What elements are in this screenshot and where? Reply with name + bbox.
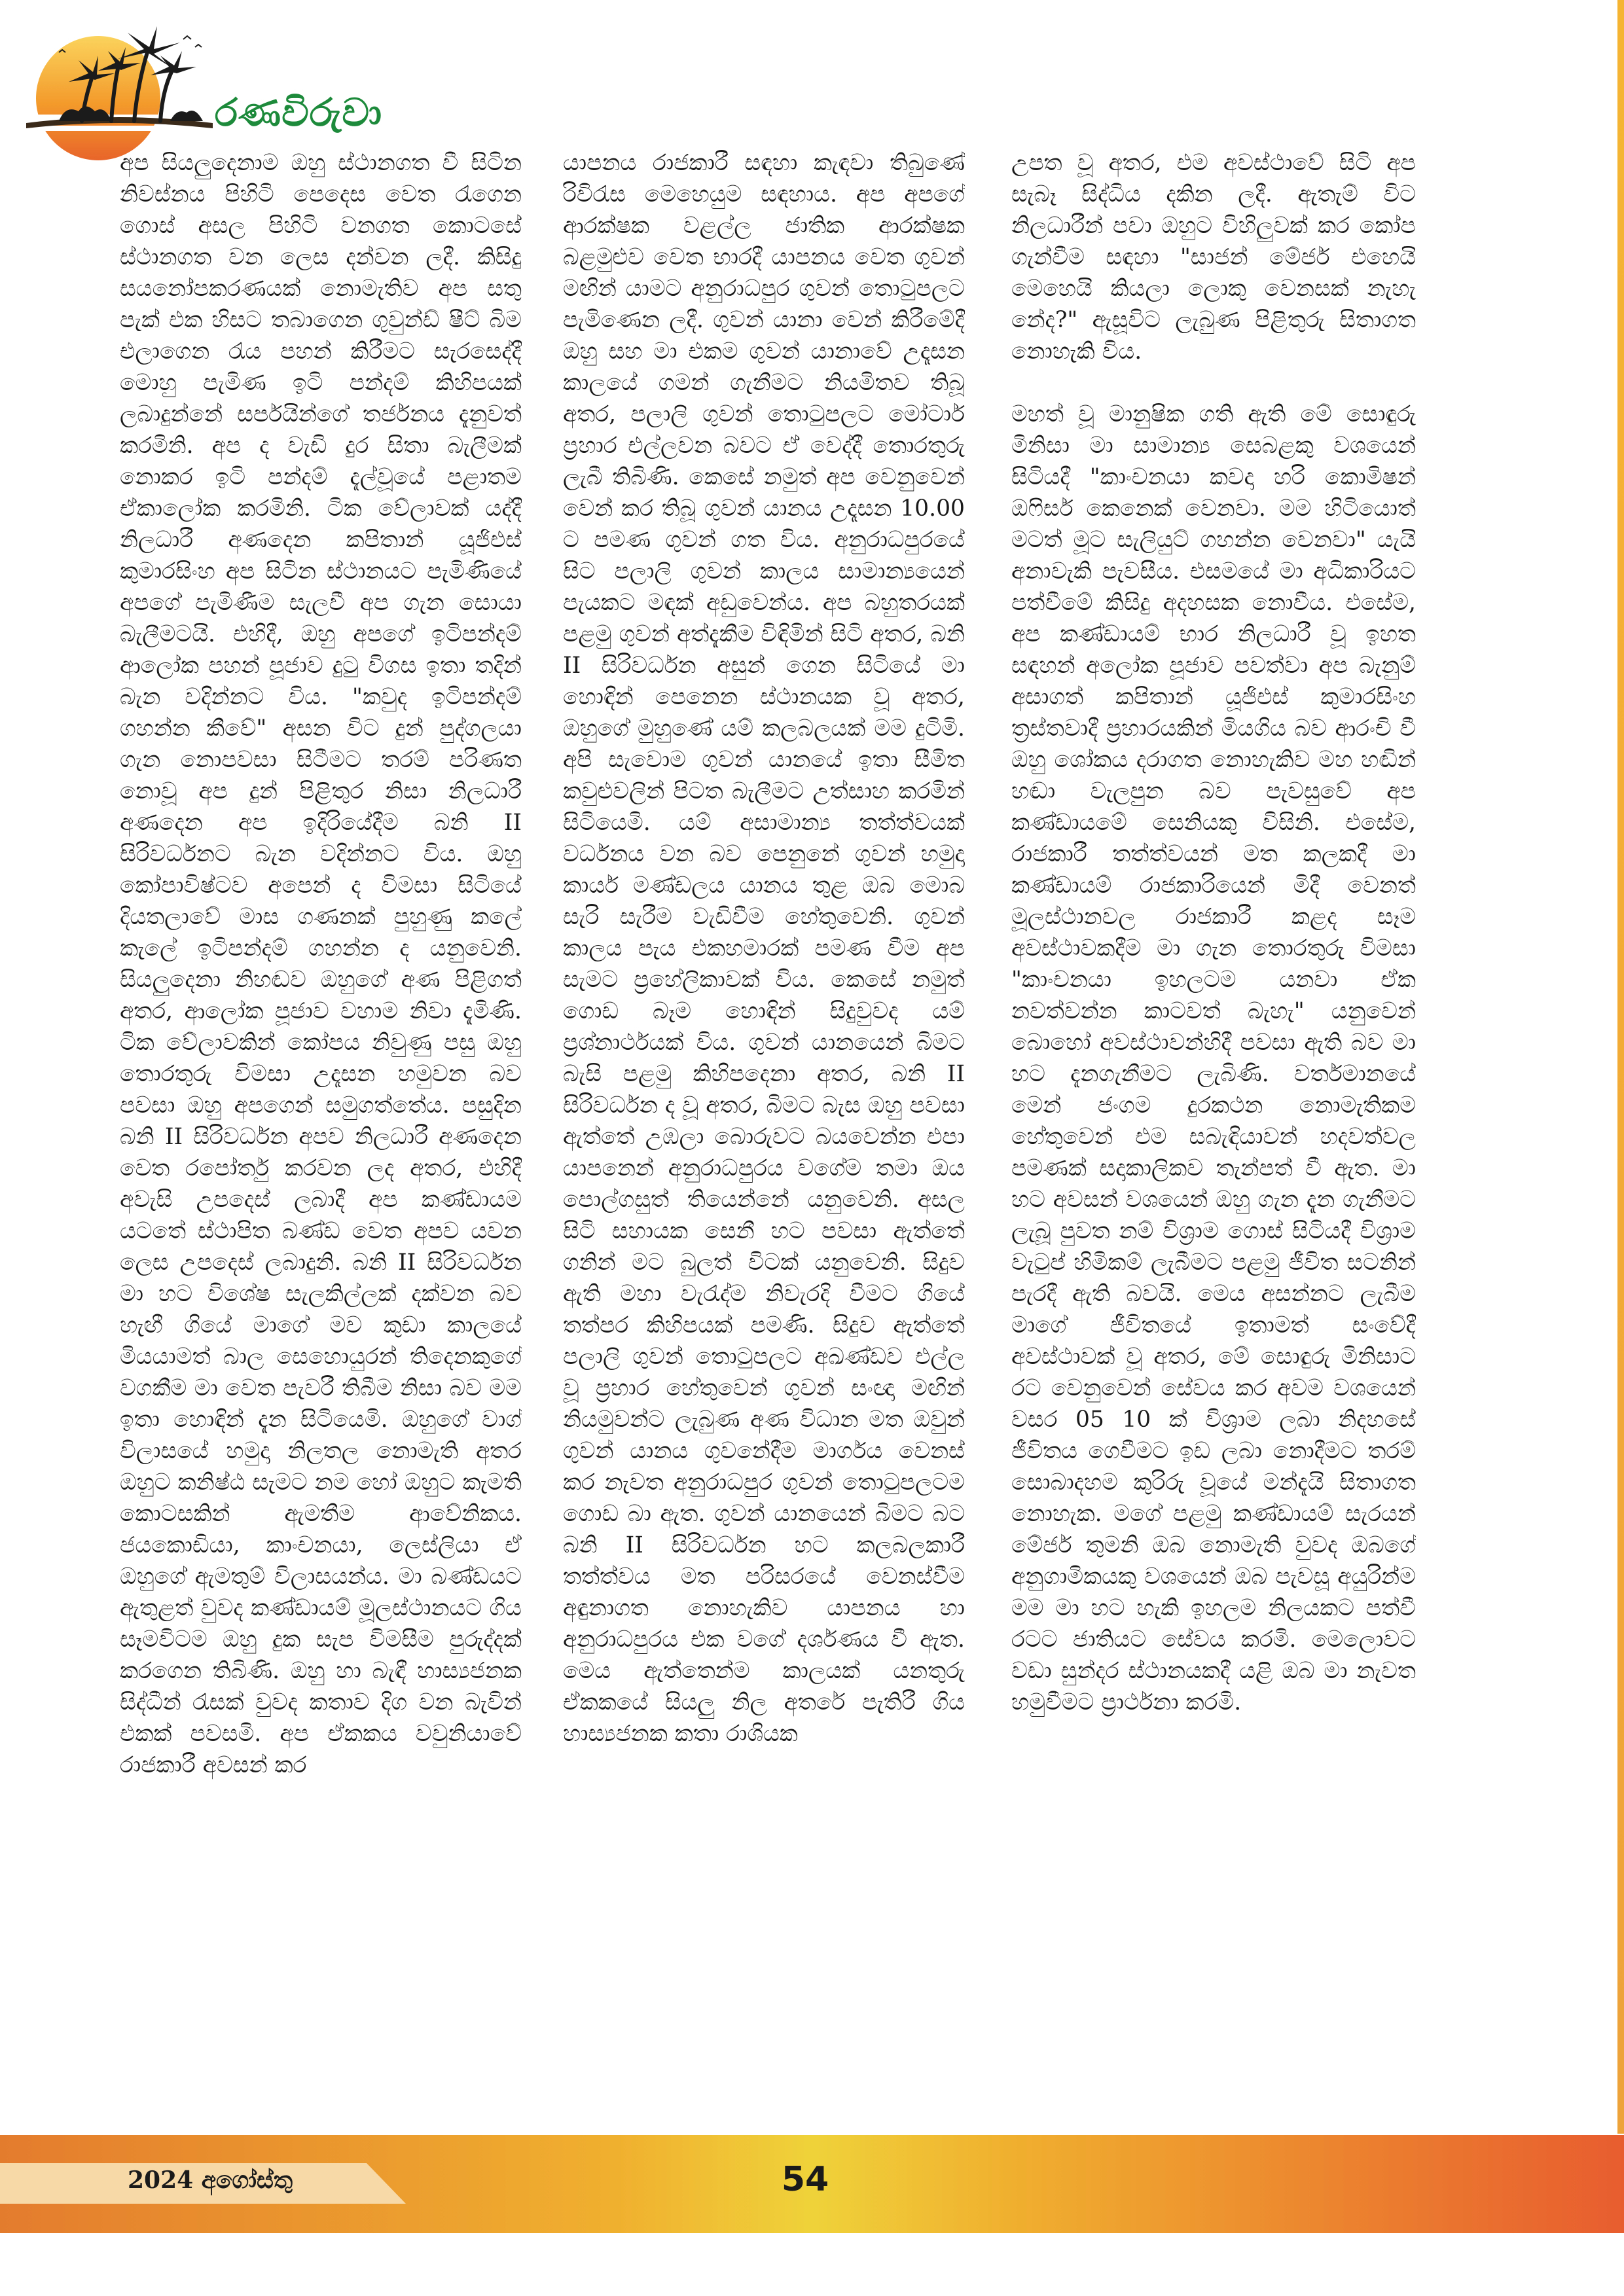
magazine-logo bbox=[20, 13, 383, 164]
article-paragraph: යාපනය රාජකාරී සඳහා කැඳවා තිබුණේ රිවිරැස මෙහෙයුම සඳහාය. අප අපගේ ආරක්ෂක වළල්ල ජාතික ආරක්ෂක බළමුළුව වෙත භාරදී යාපනය වෙත ගුවන් මඟින් යාමට අනුරාධපුර ගුවන් තොටුපලට පැමිණෙන ලදී. ගුවන් යානා වෙන් කිරීමේදී ඔහු සහ මා එකම ගුවන් යානාවේ උදෑසන කාලයේ ගමන් ගැනීමට නියමිතව තිබූ අතර, පලාලි ගුවන් තොටුපලට මෝටාර් ප්‍රහාර එල්ලවන බවට ඒ වෙද්දී තොරතුරු ලැබී තිබිණි. කෙසේ නමුත් අප වෙනුවෙන් වෙන් කර තිබූ ගුවන් යානය උදෑසන 10.00 ට පමණ ගුවන් ගත විය. අනුරාධපුරයේ සිට පලාලි ගුවන් කාලය සාමාන්‍යයෙන් පැයකට මඳක් අඩුවෙන්ය. අප බහුතරයක් පළමු ගුවන් අත්දැකීම විඳිමින් සිටි අතර, බනි II සිරිවර්ධන අසුන් ගෙන සිටියේ මා හොඳින් පෙනෙන ස්ථානයක වූ අතර, ඔහුගේ මුහුණේ යම් කලබලයක් මම දුටිමි. අපි සැවොම ගුවන් යානයේ ඉතා සීමිත කවුළුවලින් පිටත බැලීමට උත්සාහ කරමින් සිටියෙමි. යම් අසාමාන්‍ය තත්ත්වයක් වර්ධනය වන බව පෙනුනේ ගුවන් හමුදා කාර්ය මණ්ඩලය යානය තුළ ඔබ මොබ සැරි සැරීම වැඩිවීම හේතුවෙනි. ගුවන් කාලය පැය එකහමාරක් පමණ වීම අප සැමට ප්‍රහේලිකාවක් විය. කෙසේ නමුත් ගොඩ බෑම හොඳින් සිදුවුවද යම් ප්‍රශ්නාර්ථයක් විය. ගුවන් යානයෙන් බිමට බැසි පළමු කිහිපදෙනා අතර, බනි II සිරිවර්ධන ද වූ අතර, බිමට බැස ඔහු පවසා ඇත්තේ උඹලා බොරුවට බයවෙන්න එපා යාපනෙන් අනුරාධපුරය වගේම තමා ඔය පොල්ගසුත් තියෙන්නේ යනුවෙනි. අසල සිටි සහායක සෙනී හට පවසා ඇත්තේ ගනින් මට බුලත් විටක් යනුවෙනි. සිදුව ඇති මහා වැරැද්ම නිවැරදි වීමට ගියේ තත්පර කිහිපයක් පමණි. සිදුව ඇත්තේ පලාලි ගුවන් තොටුපලට අඛණ්ඩව එල්ල වූ ප්‍රහාර හේතුවෙන් ගුවන් සංඥා මඟින් නියමුවන්ට ලැබුණ අණ විධාන මත ඔවුන් ගුවන් යානය ගුවනේදීම මාර්ගය වෙනස් කර නැවත අනුරාධපුර ගුවන් තොටුපලටම ගොඩ බා ඇත. ගුවන් යානයෙන් බිමට බට බනි II සිරිවර්ධන හට කලබලකාරී තත්ත්වය මත පරිසරයේ වෙනස්වීම අඳුනාගත නොහැකිව යාපනය හා අනුරාධපුරය එක වගේ දර්ශණය වී ඇත. මෙය ඇත්තෙන්ම කාලයක් යනතුරු ඒකකයේ සියලු නිල අතරේ පැතිරී ගිය හාස්‍යජනක කතා රාශියක bbox=[563, 150, 965, 1747]
article-paragraph: මහත් වූ මානුෂික ගති ඇති මේ සොඳුරු මිනිසා මා සාමාන්‍ය සෙබළකු වශයෙන් සිටියදී "කාංචනයා කවදා හරි කොමිෂන් ඔෆිසර් කෙනෙක් වෙනවා. මම හිටියොත් මටත් මූට සැලියුට් ගහන්න වෙනවා" යැයි අනාවැකි පැවසීය. එසමයේ මා අධිකාරියට පත්වීමේ කිසිදු අදහසක නොවීය. එසේම, අප කණ්ඩායම් භාර නිලධාරී වූ ඉහත සඳහන් අලෝක පූජාව පවත්වා අප බැනුම් අසාගත් කපිතාන් යූජිඑස් කුමාරසිංහ ත්‍රස්තවාදී ප්‍රහාරයකින් මියගිය බව ආරංචි වී ඔහු ශෝකය දරාගත නොහැකිව මහ හඬින් හඬා වැලපුන බව පැවසුවේ අප කණ්ඩායමේ සෙනියකු විසිනි. එසේම, රාජකාරී තත්ත්වයන් මත කලකදී මා කණ්ඩායම් රාජකාරියෙන් මිදී වෙනත් මූලස්ථානවල රාජකාරී කළද සෑම අවස්ථාවකදීම මා ගැන තොරතුරු විමසා "කාංචනයා ඉහලටම යනවා ඒක නවත්වන්න කාටවත් බැහැ" යනුවෙන් බොහෝ අවස්ථාවන්හිදී පවසා ඇති බව මා හට දැනගැනීමට ලැබිණි. වර්තමානයේ මෙන් ජංගම දුරකථන නොමැතිකම හේතුවෙන් එම සබැඳියාවන් හදවත්වල පමණක් සදාකාලිකව තැන්පත් වී ඇත. මා හට අවසන් වශයෙන් ඔහු ගැන දැන ගැනීමට ලැබූ පුවත නම් විශ්‍රාම ගොස් සිටියදී විශ්‍රාම වැටුප් හිමිකම් ලැබීමට පළමු ජීවිත සටනින් පැරදී ඇති බවයි. මෙය අසන්නට ලැබීම මාගේ ජීවිතයේ ඉතාමත් සංවේදී අවස්ථාවක් වූ අතර, මේ සොඳුරු මිනිසාට රට වෙනුවෙන් සේවය කර අවම වශයෙන් වසර 05 10 ක් විශ්‍රාම ලබා නිදහසේ ජීවිතය ගෙවීමට ඉඩ ලබා නොදීමට තරම් සොබාදහම කුරිරු වූයේ මන්දැයි සිතාගත නොහැක. මගේ පළමු කණ්ඩායම් සැරයන් මේජර් තුමනි ඔබ නොමැති වුවද ඔබගේ අනුගාමිකයකු වශයෙන් ඔබ පැවසූ අයුරින්ම මම මා හට හැකි ඉහලම නිලයකට පත්වී රටට ජාතියට සේවය කරමි. මෙලොවට වඩා සුන්දර ස්ථානයකදී යළි ඔබ මා නැවත හමුවීමට ප්‍රාර්ථනා කරමි. bbox=[1011, 401, 1416, 1715]
article-column-1 bbox=[120, 147, 522, 2111]
logo-title: රණවිරුවා bbox=[215, 90, 383, 135]
page-edge-stripe bbox=[1617, 0, 1624, 2134]
article-column-3 bbox=[1011, 147, 1416, 1980]
page-number: 54 bbox=[781, 2160, 829, 2199]
issue-date: 2024 අගෝස්තු bbox=[128, 2166, 293, 2194]
sunset-palm-icon bbox=[20, 13, 360, 164]
article-column-2 bbox=[563, 147, 965, 2111]
article-paragraph: අප සියලුදෙනාම ඔහු ස්ථානගත වී සිටින නිවස්නය පිහිටි පෙදෙස වෙත රැගෙන ගොස් අසල පිහිටි වනගත කොටසේ ස්ථානගත වන ලෙස දන්වන ලදී. කිසිදු සයනෝපකරණයක් නොමැතිව අප සතු පැක් එක හිසට තබාගෙන ගුවුන්ඩ් ෂීට් බිම එලාගෙන රැය පහන් කිරීමට සැරසෙද්දී මොහු පැමිණ ඉටි පන්දම් කිහිපයක් ලබාදුන්නේ සර්පයින්ගේ තර්ජනය දැනුවත් කරමිනි. අප ද වැඩි දුර සිතා බැලීමක් නොකර ඉටි පන්දම් දැල්වූයේ පළාතම ඒකාලෝක කරමිනි. ටික වේලාවක් යද්දී නිලධාරී අණදෙන කපිතාන් යූජිඑස් කුමාරසිංහ අප සිටින ස්ථානයට පැමිණියේ අපගේ පැමිණීම සැලවී අප ගැන සොයා බැලීමටයි. එහිදී, ඔහු අපගේ ඉටිපන්දම් ආලෝක පහන් පූජාව දුටු විගස ඉතා තදින් බැන වදින්නට විය. "කවුද ඉටිපන්දම් ගහන්න කීවේ" අසන විට දුන් පුද්ගලයා ගැන නොපවසා සිටීමට තරම් පරිණත නොවූ අප දුන් පිළිතුර නිසා නිලධාරී අණදෙන අප ඉදිරියේදීම බනි II සිරිවර්ධනට බැන වදින්නට විය. ඔහු කෝපාවිෂ්ටව අපෙන් ද විමසා සිටියේ දියතලාවේ මාස ගණනක් පුහුණු කලේ කැලේ ඉටිපන්දම් ගහන්න ද යනුවෙනි. සියලුදෙනා නිහඬව ඔහුගේ අණ පිළිගත් අතර, ආලෝක පූජාව වහාම නිවා දැමිණි. ටික වේලාවකින් කෝපය නිවුණු පසු ඔහු තොරතුරු විමසා උදෑසන හමුවන බව පවසා ඔහු අපගෙන් සමුගත්තේය. පසුදින බනි II සිරිවර්ධන අපව නිලධාරී අණදෙන වෙත රපෝර්තු කරවන ලද අතර, එහිදී අවැසි උපදෙස් ලබාදී අප කණ්ඩායම යටතේ ස්ථාපිත බණ්ඩ වෙත අපව යවන ලෙස උපදෙස් ලබාදුනි. බනි II සිරිවර්ධන මා හට විශේෂ සැලකිල්ලක් දක්වන බව හැඟී ගියේ මාගේ මව කුඩා කාලයේ මියයාමත් බාල සෙහොයුරන් තිදෙනකුගේ වගකීම මා වෙත පැවරී තිබීම නිසා බව මම ඉතා හොඳින් දැන සිටියෙමි. ඔහුගේ වාග් විලාසයේ හමුදා නිලතල නොමැති අතර ඔහුට කනිෂ්ඨ සැමට නම හෝ ඔහුට කැමති කොටසකින් ඇමතීම ආවේනිකය. ජයකොඩියා, කාංචනයා, ලෙස්ලියා ඒ ඔහුගේ ඇමතුම් විලාසයන්ය. මා බණ්ඩයට ඇතුළත් වුවද කණ්ඩායම් මූලස්ථානයට ගිය සෑමවිටම ඔහු දුක සැප විමසීම පුරුද්දක් කරගෙන තිබිණි. ඔහු හා බැඳී හාස්‍යජනක සිද්ධීන් රැසක් වුවද කතාව දිග වන බැවින් එකක් පවසමි. අප ඒකකය වවුනියාවේ රාජකාරී අවසන් කර bbox=[120, 150, 522, 1778]
article-paragraph: උපත වූ අතර, එම අවස්ථාවේ සිටි අප සැබෑ සිද්ධිය දකින ලදී. ඇතැම් විට නිලධාරීන් පවා ඔහුට විහිලුවක් කර කෝප ගැන්වීම සඳහා "සාජන් මේජර් එහෙයි මෙහෙයි කියලා ලොකු වෙනසක් නැහැ නේද?" ඇසූවිට ලැබුණ පිළිතුරු සිතාගත නොහැකි විය. bbox=[1011, 150, 1416, 365]
